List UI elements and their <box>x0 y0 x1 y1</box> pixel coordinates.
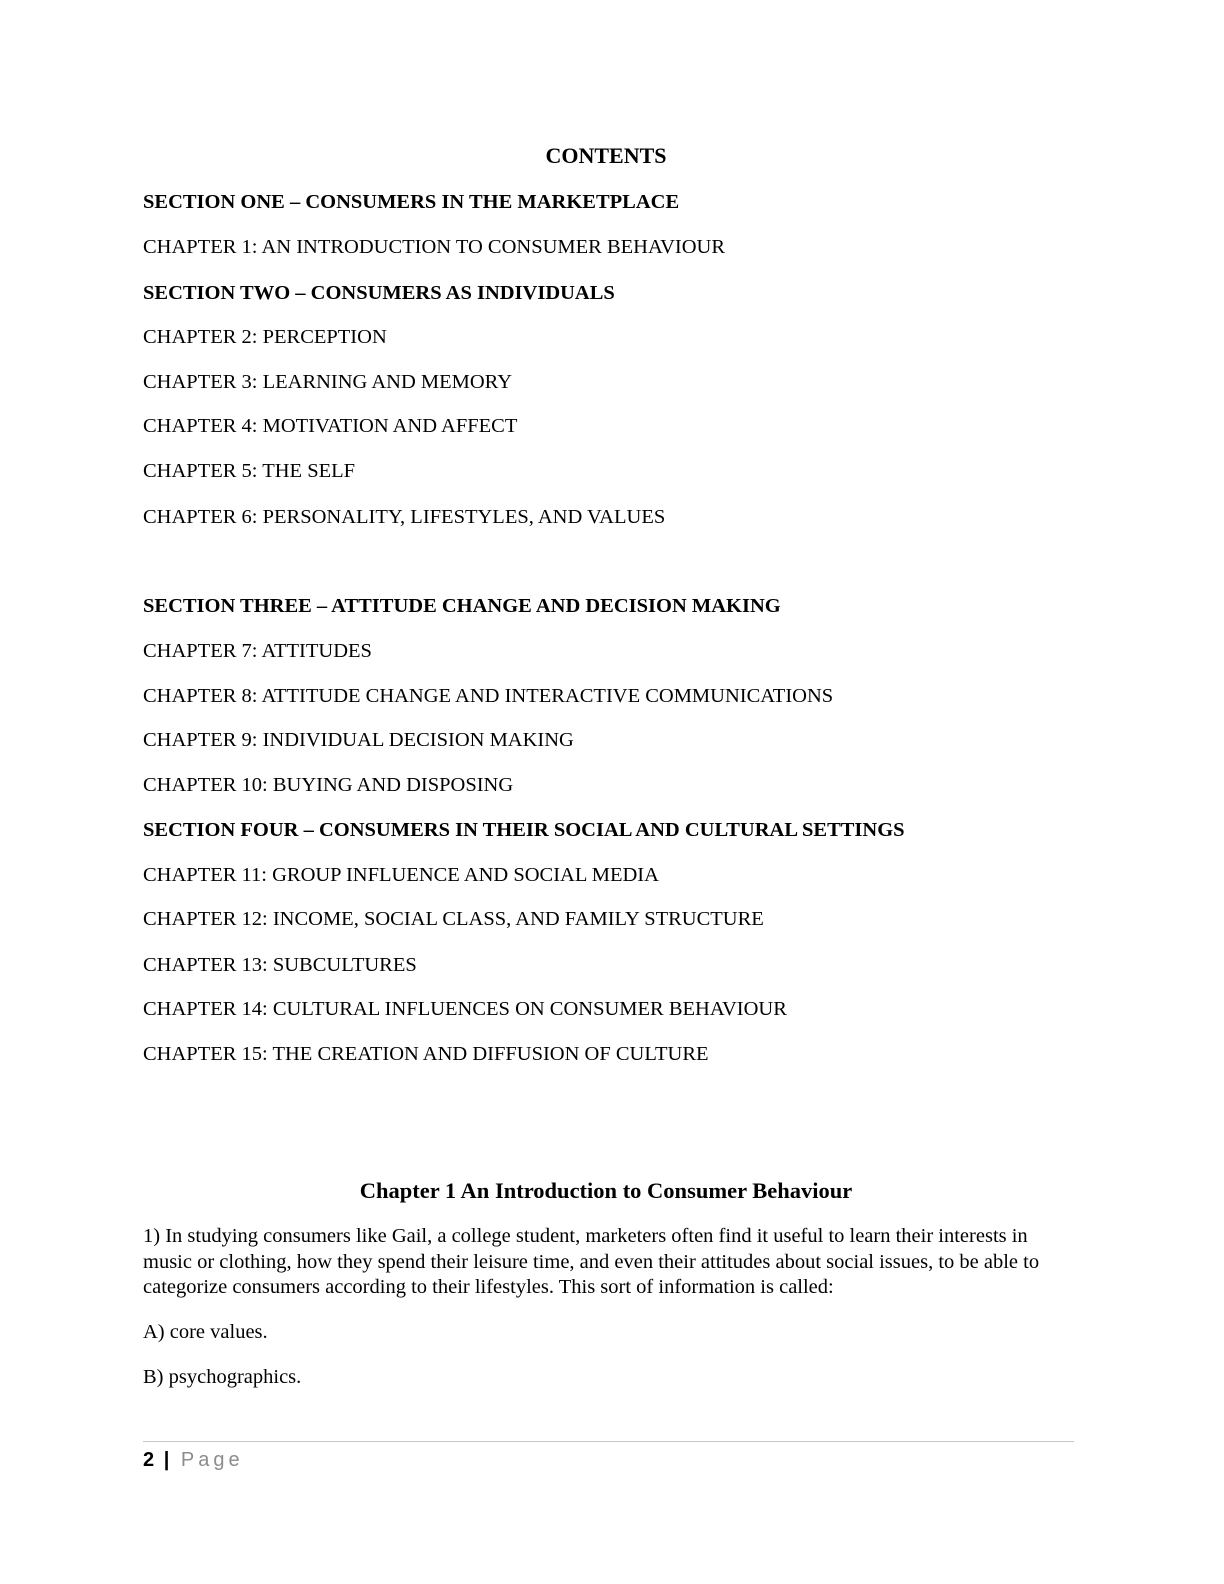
toc-chapter-entry: CHAPTER 4: MOTIVATION AND AFFECT <box>143 415 518 437</box>
chapter-heading: Chapter 1 An Introduction to Consumer Behaviour <box>359 1178 853 1203</box>
contents-title: CONTENTS <box>545 143 667 168</box>
toc-chapter-entry: CHAPTER 6: PERSONALITY, LIFESTYLES, AND VALUES <box>143 506 666 528</box>
answer-option: B) psychographics. <box>143 1366 302 1388</box>
toc-chapter-entry: CHAPTER 2: PERCEPTION <box>143 326 387 348</box>
toc-chapter-entry: CHAPTER 1: AN INTRODUCTION TO CONSUMER BEHAVIOUR <box>143 236 726 258</box>
answer-option: A) core values. <box>143 1321 268 1343</box>
page-number: 2 <box>143 1449 155 1471</box>
page-label: Page <box>180 1449 244 1471</box>
toc-chapter-entry: CHAPTER 10: BUYING AND DISPOSING <box>143 774 514 796</box>
page-footer <box>143 1447 244 1473</box>
question-text: 1) In studying consumers like Gail, a college student, marketers often find it useful to learn their interests in music or clothing, how they spend their leisure time, and even their attitudes about social issues, to be able to categorize consumers according to their lifestyles. This sort of information is called: <box>143 1225 1040 1298</box>
footer-separator: | <box>163 1449 170 1471</box>
toc-chapter-entry: CHAPTER 12: INCOME, SOCIAL CLASS, AND FAMILY STRUCTURE <box>143 908 764 930</box>
footer-rule <box>143 1441 1074 1442</box>
toc-section-heading: SECTION FOUR – CONSUMERS IN THEIR SOCIAL AND CULTURAL SETTINGS <box>143 819 905 841</box>
toc-section-heading: SECTION THREE – ATTITUDE CHANGE AND DECISION MAKING <box>143 595 781 617</box>
toc-chapter-entry: CHAPTER 14: CULTURAL INFLUENCES ON CONSUMER BEHAVIOUR <box>143 998 787 1020</box>
toc-chapter-entry: CHAPTER 3: LEARNING AND MEMORY <box>143 371 513 393</box>
toc-chapter-entry: CHAPTER 15: THE CREATION AND DIFFUSION OF CULTURE <box>143 1043 709 1065</box>
toc-chapter-entry: CHAPTER 7: ATTITUDES <box>143 640 372 662</box>
toc-section-heading: SECTION ONE – CONSUMERS IN THE MARKETPLACE <box>143 191 680 213</box>
toc-chapter-entry: CHAPTER 9: INDIVIDUAL DECISION MAKING <box>143 729 574 751</box>
toc-chapter-entry: CHAPTER 11: GROUP INFLUENCE AND SOCIAL MEDIA <box>143 864 659 886</box>
toc-chapter-entry: CHAPTER 13: SUBCULTURES <box>143 954 417 976</box>
toc-section-heading: SECTION TWO – CONSUMERS AS INDIVIDUALS <box>143 282 615 304</box>
toc-chapter-entry: CHAPTER 8: ATTITUDE CHANGE AND INTERACTIVE COMMUNICATIONS <box>143 685 834 707</box>
toc-chapter-entry: CHAPTER 5: THE SELF <box>143 460 356 482</box>
